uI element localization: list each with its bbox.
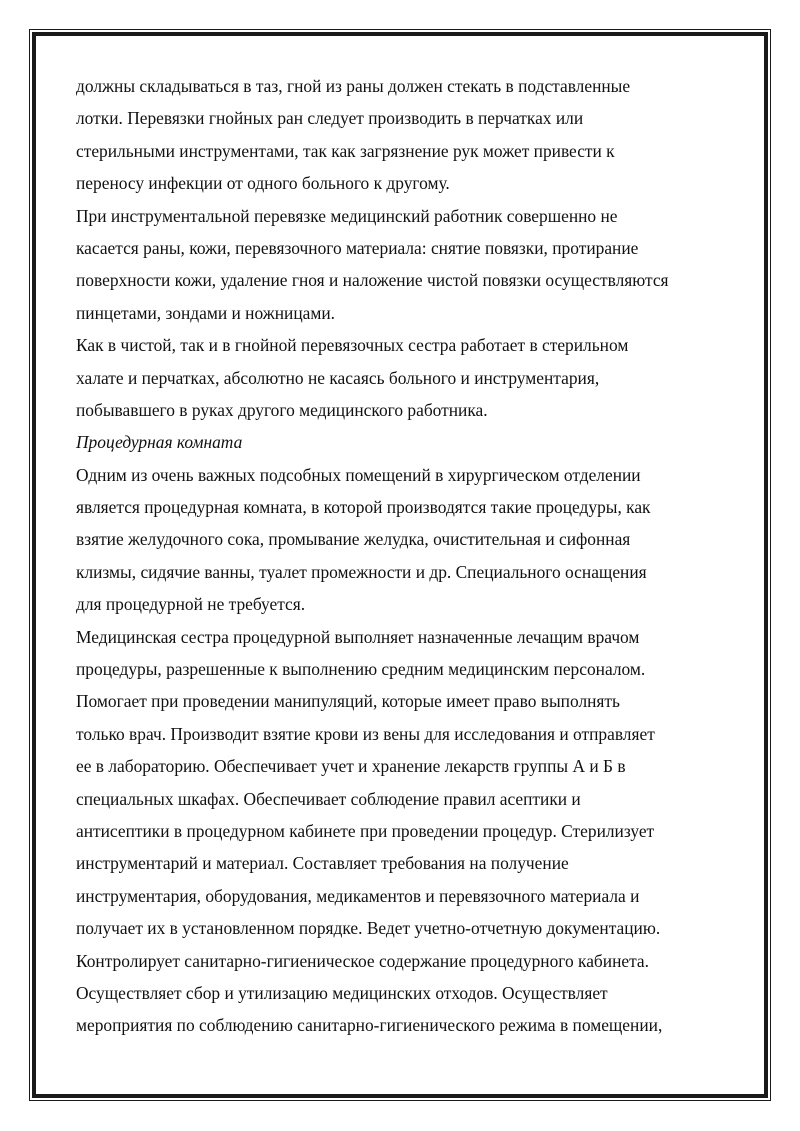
text-line: получает их в установленном порядке. Ведет учетно-отчетную документацию. (76, 918, 661, 939)
text-line: побывавшего в руках другого медицинского работника. (76, 399, 488, 420)
text-line: стерильными инструментами, так как загрязнение рук может привести к (76, 140, 615, 161)
text-line: касается раны, кожи, перевязочного материала: снятие повязки, протирание (76, 237, 639, 258)
document-body (76, 70, 726, 1042)
text-line: Как в чистой, так и в гнойной перевязочных сестра работает в стерильном (76, 335, 629, 356)
text-line: для процедурной не требуется. (76, 594, 306, 615)
text-line: Осуществляет сбор и утилизацию медицинских отходов. Осуществляет (76, 982, 608, 1003)
text-line: должны складываться в таз, гной из раны должен стекать в подставленные (76, 76, 631, 96)
text-line: лотки. Перевязки гнойных ран следует производить в перчатках или (76, 108, 584, 129)
text-line: ее в лабораторию. Обеспечивает учет и хранение лекарств группы А и Б в (76, 756, 626, 777)
text-line: специальных шкафах. Обеспечивает соблюдение правил асептики и (76, 788, 581, 809)
text-line: Одним из очень важных подсобных помещений в хирургическом отделении (76, 464, 641, 485)
text-line: антисептики в процедурном кабинете при проведении процедур. Стерилизует (76, 820, 655, 841)
text-line: инструментария, оборудования, медикаментов и перевязочного материала и (76, 885, 640, 906)
text-line: Помогает при проведении манипуляций, которые имеет право выполнять (76, 691, 620, 712)
text-line: взятие желудочного сока, промывание желудка, очистительная и сифонная (76, 529, 631, 550)
text-line: клизмы, сидячие ванны, туалет промежности и др. Специального оснащения (76, 561, 647, 582)
text-line: переносу инфекции от одного больного к другому. (76, 173, 450, 194)
text-line: является процедурная комната, в которой производятся такие процедуры, как (76, 497, 651, 518)
text-line: мероприятия по соблюдению санитарно-гигиенического режима в помещении, (76, 1015, 663, 1036)
text-line: только врач. Производит взятие крови из вены для исследования и отправляет (76, 723, 655, 744)
text-line: Контролирует санитарно-гигиеническое содержание процедурного кабинета. (76, 950, 649, 971)
text-line: Медицинская сестра процедурной выполняет назначенные лечащим врачом (76, 626, 640, 647)
text-line: инструментарий и материал. Составляет требования на получение (76, 853, 569, 874)
text-line: поверхности кожи, удаление гноя и наложение чистой повязки осуществляются (76, 270, 669, 291)
text-line: процедуры, разрешенные к выполнению средним медицинским персоналом. (76, 659, 646, 680)
section-heading: Процедурная комната (76, 432, 243, 453)
text-line: халате и перчатках, абсолютно не касаясь больного и инструментария, (76, 367, 600, 388)
text-line: При инструментальной перевязке медицинский работник совершенно не (76, 205, 618, 226)
text-line: пинцетами, зондами и ножницами. (76, 302, 336, 323)
